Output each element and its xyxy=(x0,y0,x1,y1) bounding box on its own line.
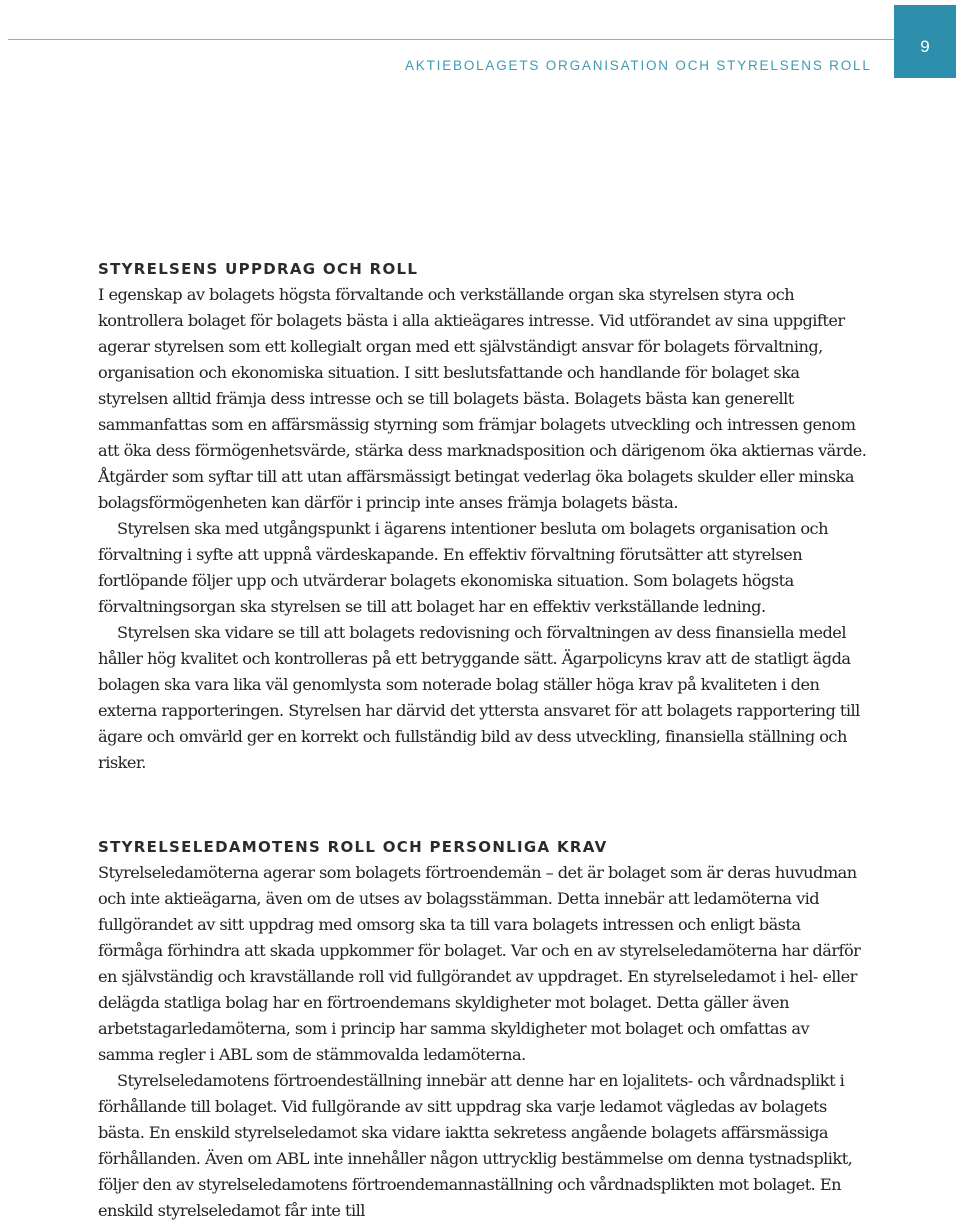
running-title: AKTIEBOLAGETS ORGANISATION OCH STYRELSENS ROLL xyxy=(405,58,872,73)
section-styrelsens-uppdrag xyxy=(98,256,868,776)
body-paragraph: Styrelsen ska vidare se till att bolagets redovisning och förvaltningen av dess finansiella medel håller hög kvalitet och kontrolleras på ett betryggande sätt. Ägarpolicyns krav att de statligt ägda bolagen ska vara lika väl genomlysta som noterade bolag ställer höga krav på kvaliteten i den externa rapporteringen. Styrelsen har därvid det yttersta ansvaret för att bolagets rapportering till ägare och omvärld ger en korrekt och fullständig bild av dess utveckling, finansiella ställning och risker. xyxy=(98,623,860,772)
header-rule xyxy=(8,39,894,40)
body-paragraph: Styrelseledamotens förtroendeställning innebär att denne har en lojalitets- och vårdnadsplikt i förhållande till bolaget. Vid fullgörande av sitt uppdrag ska varje ledamot vägledas av bolagets bästa. En enskild styrelseledamot ska vidare iaktta sekretess angående bolagets affärsmässiga förhållanden. Även om ABL inte innehåller någon uttrycklig bestämmelse om denna tystnadsplikt, följer den av styrelseledamotens förtroendemannaställning och vårdnadsplikten mot bolaget. En enskild styrelseledamot får inte till xyxy=(98,1071,853,1220)
section-styrelseledamotens-roll xyxy=(98,834,868,1224)
page-number: 9 xyxy=(894,5,956,78)
body-paragraph: I egenskap av bolagets högsta förvaltande och verkställande organ ska styrelsen styra och kontrollera bolaget för bolagets bästa i alla aktieägares intresse. Vid utförandet av sina uppgifter agerar styrelsen som ett kollegialt organ med ett självständigt ansvar för bolagets förvaltning, organisation och ekonomiska situation. I sitt beslutsfattande och handlande för bolaget ska styrelsen alltid främja dess intresse och se till bolagets bästa. Bolagets bästa kan generellt sammanfattas som en affärsmässig styrning som främjar bolagets utveckling och intressen genom att öka dess förmögenhetsvärde, stärka dess marknadsposition och därigenom öka aktiernas värde. Åtgärder som syftar till att utan affärsmässigt betingat vederlag öka bolagets skulder eller minska bolagsförmögenheten kan därför i princip inte anses främja bolagets bästa. xyxy=(98,285,867,512)
section-heading: STYRELSELEDAMOTENS ROLL OCH PERSONLIGA KRAV xyxy=(98,838,608,856)
section-heading: STYRELSENS UPPDRAG OCH ROLL xyxy=(98,260,419,278)
body-paragraph: Styrelseledamöterna agerar som bolagets förtroendemän – det är bolaget som är deras huvudman och inte aktieägarna, även om de utses av bolagsstämman. Detta innebär att ledamöterna vid fullgörandet av sitt uppdrag med omsorg ska ta till vara bolagets intressen och enligt bästa förmåga förhindra att skada uppkommer för bolaget. Var och en av styrelseledamöterna har därför en självständig och kravställande roll vid fullgörandet av uppdraget. En styrelseledamot i hel- eller delägda statliga bolag har en förtroendemans skyldigheter mot bolaget. Detta gäller även arbetstagarledamöterna, som i princip har samma skyldigheter mot bolaget och omfattas av samma regler i ABL som de stämmovalda ledamöterna. xyxy=(98,863,861,1064)
body-paragraph: Styrelsen ska med utgångspunkt i ägarens intentioner besluta om bolagets organisation och förvaltning i syfte att uppnå värdeskapande. En effektiv förvaltning förutsätter att styrelsen fortlöpande följer upp och utvärderar bolagets ekonomiska situation. Som bolagets högsta förvaltningsorgan ska styrelsen se till att bolaget har en effektiv verkställande ledning. xyxy=(98,519,828,616)
